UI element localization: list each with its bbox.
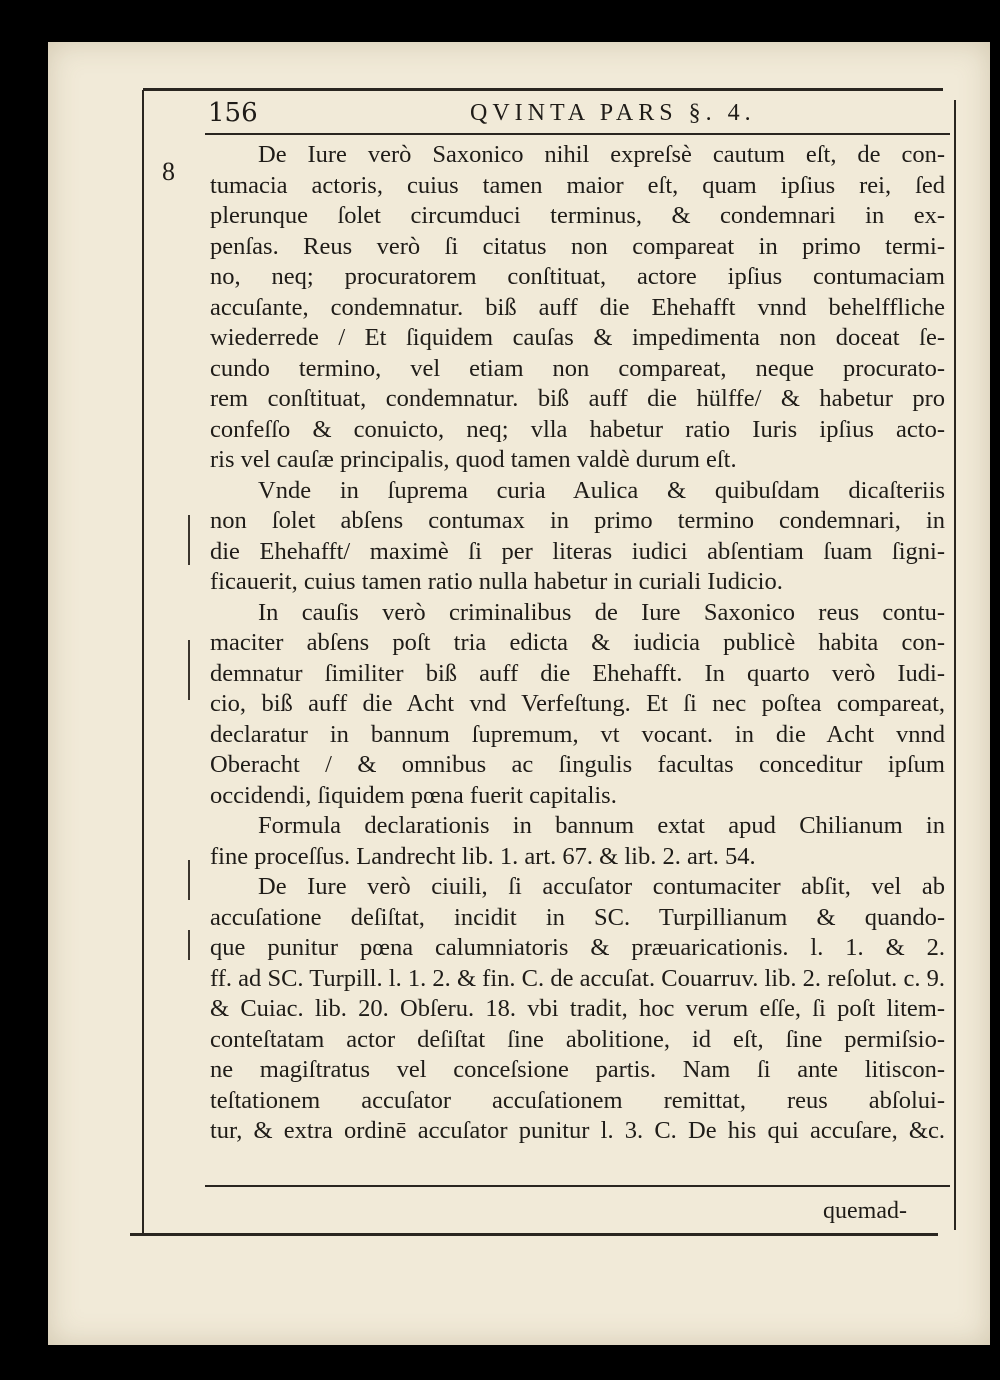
text-line: maciter abſens poſt tria edicta & iudicia publicè habita con- [210,629,945,656]
running-head: QVINTA PARS §. 4. [470,100,756,126]
text-line: confeſſo & conuicto, neq; vlla habetur ratio Iuris ipſius acto- [210,415,945,443]
text-line: tur, & extra ordinē accuſator punitur l. 3. C. De his qui accuſare, &c. [210,1117,945,1144]
left-border-rule [142,90,144,1235]
margin-mark [188,515,190,565]
text-line: rem conſtituat, condemnatur. biß auff die hülffe/ & habetur pro [210,385,945,412]
text-line: ff. ad SC. Turpill. l. 1. 2. & fin. C. de accuſat. Couarruv. lib. 2. reſolut. c. 9. [210,964,945,992]
text-line: cundo termino, vel etiam non compareat, neque procurato- [210,354,945,382]
text-line: accuſante, condemnatur. biß auff die Ehehafft vnnd behelffliche [210,293,945,321]
text-line: De Iure verò ciuili, ſi accuſator contumaciter abſit, vel ab [258,873,945,900]
text-line: In cauſis verò criminalibus de Iure Saxonico reus contu- [258,598,945,626]
text-line: declaratur in bannum ſupremum, vt vocant. in die Acht vnnd [210,720,945,748]
text-line: Oberacht / & omnibus ac ſingulis facultas conceditur ipſum [210,751,945,778]
text-line: non ſolet abſens contumax in primo termino condemnari, in [210,507,945,534]
text-line: De Iure verò Saxonico nihil expreſsè cautum eſt, de con- [258,141,945,168]
text-line: & Cuiac. lib. 20. Obſeru. 18. vbi tradit, hoc verum eſſe, ſi poſt litem- [210,995,945,1022]
text-line: wiederrede / Et ſiquidem cauſas & impedimenta non doceat ſe- [210,324,945,351]
text-line: die Ehehafft/ maximè ſi per literas iudici abſentiam ſuam ſigni- [210,537,945,565]
top-border-rule [143,88,943,91]
text-line: accuſatione deſiſtat, incidit in SC. Turpillianum & quando- [210,903,945,931]
page-number: 156 [208,98,258,128]
text-line: ris vel cauſæ principalis, quod tamen valdè durum eſt. [210,446,737,473]
margin-mark [188,860,190,900]
text-line: no, neq; procuratorem conſtituat, actore ipſius contumaciam [210,263,945,290]
text-line: teſtationem accuſator accuſationem remittat, reus abſolui- [210,1086,945,1114]
text-line: ne magiſtratus vel conceſsione partis. Nam ſi ante litiscon- [210,1056,945,1083]
text-line: occidendi, ſiquidem pœna fuerit capitalis. [210,781,617,809]
text-line: cio, biß auff die Acht vnd Verfeſtung. Et ſi nec poſtea compareat, [210,690,945,717]
text-line: ficauerit, cuius tamen ratio nulla habetur in curiali Iudicio. [210,568,783,595]
text-line: conteſtatam actor deſiſtat ſine abolitione, id eſt, ſine permiſsio- [210,1025,945,1053]
bottom-border-rule [130,1233,938,1236]
text-line: demnatur ſimiliter biß auff die Ehehafft. In quarto verò Iudi- [210,659,945,687]
right-border-rule [954,100,956,1230]
text-line: fine proceſſus. Landrecht lib. 1. art. 67. & lib. 2. art. 54. [210,842,756,870]
header-rule [205,133,950,135]
text-line: plerunque ſolet circumduci terminus, & condemnari in ex- [210,202,945,229]
margin-note: 8 [162,157,175,186]
text-line: que punitur pœna calumniatoris & præuaricationis. l. 1. & 2. [210,934,945,961]
text-bottom-rule [205,1185,950,1187]
body-text [210,140,945,1147]
text-line: tumacia actoris, cuius tamen maior eſt, quam ipſius rei, ſed [210,171,945,199]
text-line: Vnde in ſuprema curia Aulica & quibuſdam dicaſteriis [258,476,945,504]
margin-mark [188,640,190,700]
catchword: quemad- [823,1198,907,1224]
text-line: Formula declarationis in bannum extat apud Chilianum in [258,812,945,839]
margin-mark [188,930,190,960]
text-line: penſas. Reus verò ſi citatus non compareat in primo termi- [210,232,945,260]
